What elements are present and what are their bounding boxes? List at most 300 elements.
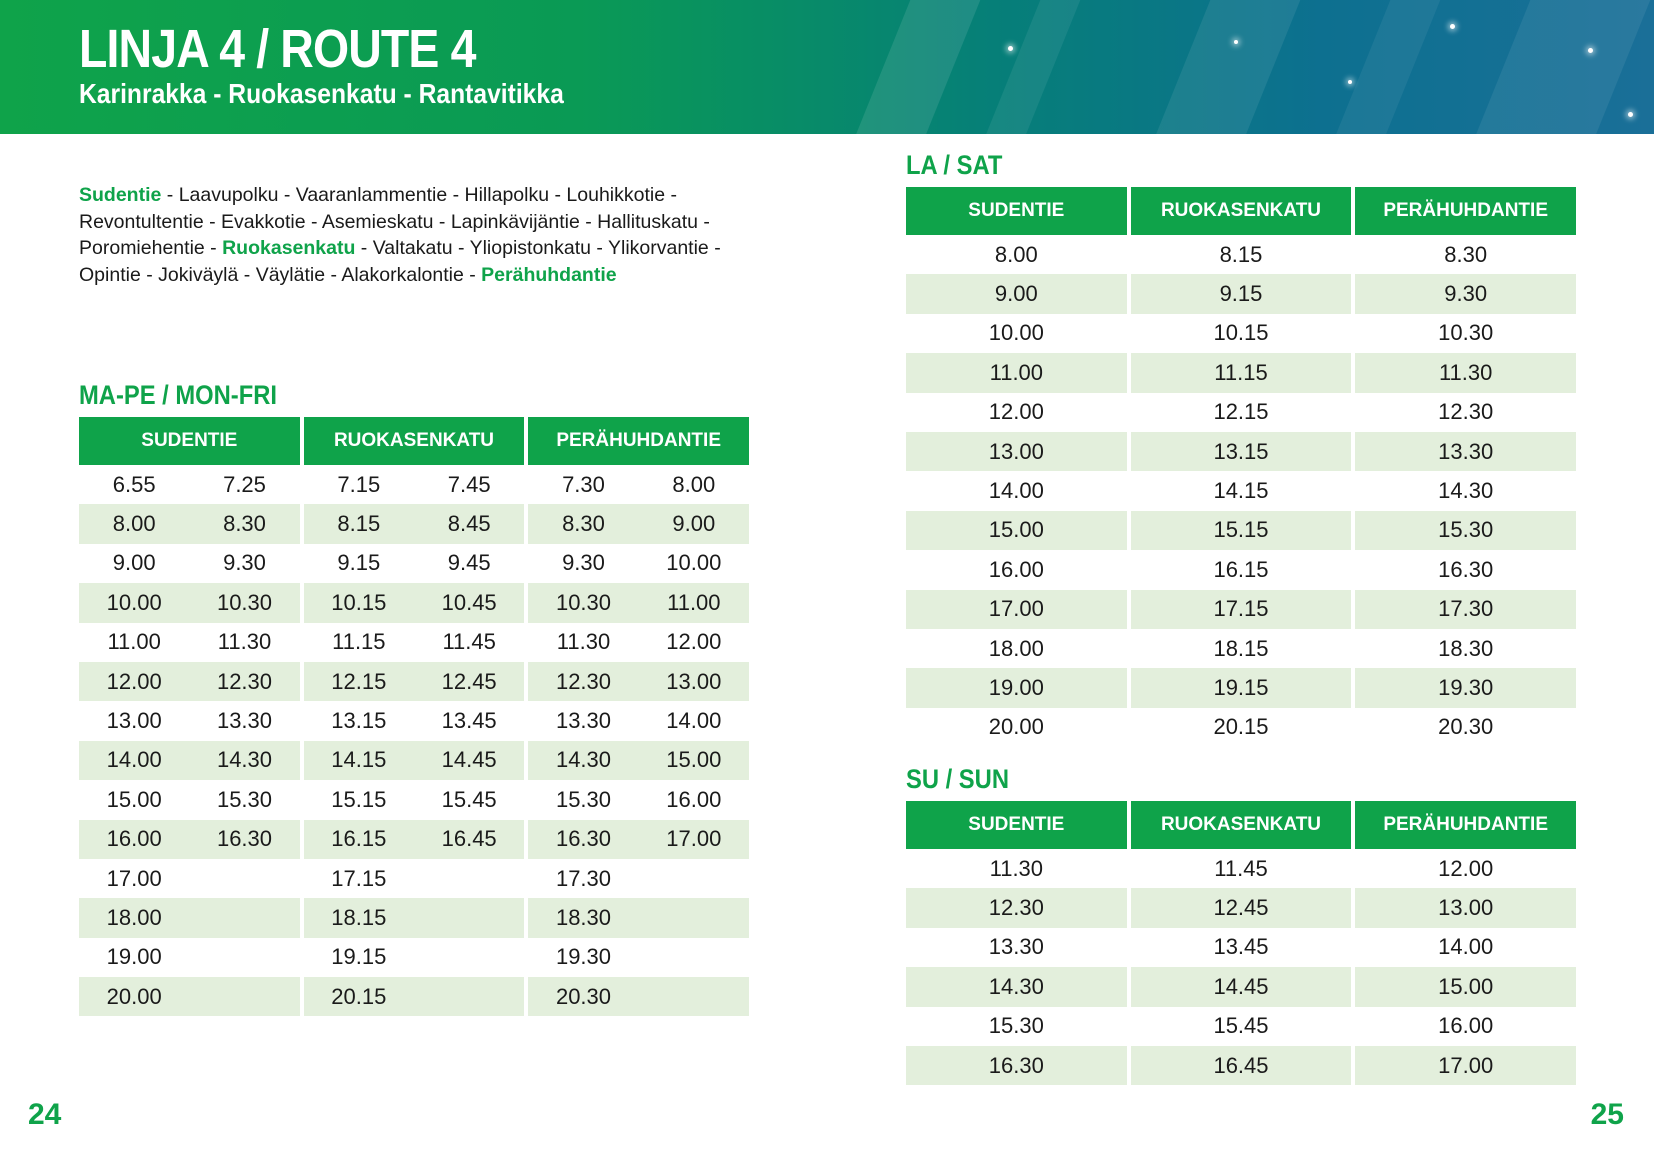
time-cell: 8.00 [994,241,1038,267]
table-row [906,668,1576,707]
departure-time: 11.45 [442,629,496,655]
table-row [906,708,1576,747]
timing-stop: Ruokasenkatu [222,237,356,259]
departure-time: 9.30 [223,550,266,576]
stop-name: Asemieskatu [321,210,434,233]
table-row [906,590,1576,629]
departure-pair [304,590,525,616]
departure-time: 11.15 [332,629,386,655]
stop-name: Väylätie [255,263,326,286]
time-cell: 12.30 [906,888,1127,927]
stop-name: Louhikkotie [566,184,666,206]
table-row [906,1046,1576,1085]
time-cell [304,465,525,504]
time-cell: 15.30 [988,1013,1044,1039]
time-cell: 13.15 [1131,432,1352,471]
departure-time: 9.00 [672,511,716,537]
table-row [79,465,749,504]
column-header: PERÄHUHDANTIE [1355,187,1576,235]
table-row [79,583,749,622]
time-cell: 18.15 [1213,635,1269,661]
time-cell [528,701,749,740]
time-cell [79,938,300,977]
time-cell [304,583,525,622]
time-cell: 9.30 [1355,274,1576,313]
time-cell [304,859,525,898]
timing-stop: Sudentie [79,184,162,206]
page-number-left: 24 [28,1098,62,1131]
time-cell: 16.30 [1438,556,1494,582]
time-cell: 13.30 [988,934,1044,960]
page-number-right: 25 [1590,1098,1624,1131]
column-header: PERÄHUHDANTIE [528,417,749,465]
time-cell: 11.30 [989,855,1044,881]
table-row [79,504,749,543]
departure-time: 12.00 [106,668,162,694]
light-beam [842,0,989,134]
time-cell: 16.00 [1438,1013,1494,1039]
departure-pair [79,866,300,892]
departure-pair [528,787,749,813]
departure-pair [79,629,300,655]
time-cell: 19.30 [1355,668,1576,707]
departure-time: 7.45 [447,471,491,497]
departure-pair [304,511,525,537]
time-cell: 17.00 [1355,1046,1576,1085]
time-cell: 14.15 [1213,478,1269,504]
time-cell: 10.15 [1213,320,1269,346]
departure-time: 18.15 [331,904,387,930]
time-cell: 17.30 [1355,590,1576,629]
route-subtitle: Karinrakka - Ruokasenkatu - Rantavitikka [79,78,564,109]
table-row [79,938,749,977]
departure-pair [304,747,525,773]
header-row [906,187,1576,235]
time-cell: 11.15 [1131,353,1352,392]
time-cell [528,820,749,859]
departure-time: 18.00 [106,904,162,930]
stop-name: Lapinkävijäntie [450,210,580,233]
departure-pair [304,669,525,695]
departure-pair [79,944,300,970]
departure-pair [528,944,749,970]
time-cell: 20.00 [988,714,1044,740]
departure-time: 9.45 [447,550,491,576]
light-beam [1322,0,1449,134]
departure-time [639,944,749,970]
time-cell: 15.00 [1355,967,1576,1006]
departure-pair [528,708,749,734]
time-cell [79,544,300,583]
departure-time: 13.30 [216,708,273,734]
time-cell [304,820,525,859]
departure-time [639,984,749,1010]
departure-time: 11.00 [107,629,161,655]
departure-time: 16.15 [331,826,387,852]
departure-time: 8.00 [112,511,156,537]
time-cell [528,898,749,937]
departure-pair [304,866,525,892]
departure-time: 9.00 [112,550,156,576]
time-cell: 11.00 [906,353,1127,392]
departure-time: 11.30 [556,629,611,655]
header-row [906,801,1576,849]
time-cell [79,701,300,740]
weekday-title: MA-PE / MON-FRI [79,380,277,410]
departure-time: 11.30 [217,629,272,655]
star-decoration [1348,80,1352,84]
table-row [79,623,749,662]
departure-pair [528,629,749,655]
time-cell: 14.00 [1438,934,1494,960]
departure-time: 10.00 [666,550,722,576]
time-cell: 12.00 [988,399,1044,425]
table-row [906,1007,1576,1046]
weekday-timetable [75,417,753,1016]
time-cell [79,623,300,662]
departure-time: 8.15 [337,511,381,537]
time-cell: 8.30 [1444,241,1488,267]
table-row [906,314,1576,353]
table-row [906,550,1576,589]
time-cell [79,898,300,937]
time-cell: 15.00 [906,511,1127,550]
table-header [906,187,1576,235]
time-cell: 13.30 [1355,432,1576,471]
departure-pair [304,944,525,970]
time-cell [304,504,525,543]
departure-time: 15.30 [555,786,612,812]
departure-pair [304,826,525,852]
departure-time: 8.30 [562,511,605,537]
time-cell: 13.00 [1355,888,1576,927]
stop-name: Yliopistonkatu [469,237,591,259]
table-row [79,977,749,1016]
time-cell: 10.00 [988,320,1044,346]
departure-time: 7.30 [562,471,605,497]
departure-time: 16.45 [441,826,497,852]
table-row [79,780,749,819]
departure-time: 20.15 [331,983,387,1009]
departure-time: 13.00 [106,708,162,734]
table-header [79,417,749,465]
departure-time: 17.15 [331,865,387,891]
column-header: PERÄHUHDANTIE [1355,801,1576,849]
time-cell [528,780,749,819]
table-body [906,235,1576,747]
departure-time: 14.15 [331,747,387,773]
time-cell: 11.45 [1214,855,1268,881]
departure-pair [528,905,749,931]
time-cell [79,977,300,1016]
column-header: SUDENTIE [79,417,300,465]
time-cell: 16.00 [988,556,1044,582]
departure-pair [79,747,300,773]
time-cell: 16.45 [1131,1046,1352,1085]
stop-name: Poromiehentie [79,237,205,259]
departure-time: 12.00 [666,629,722,655]
stop-name: Alakorkalontie [341,263,464,286]
time-cell: 14.45 [1131,967,1352,1006]
departure-pair [304,472,525,498]
departure-time: 16.00 [106,826,162,852]
time-cell: 15.45 [1213,1013,1269,1039]
departure-time [189,905,299,931]
departure-pair [528,550,749,576]
departure-time: 12.30 [555,668,612,694]
time-cell: 14.00 [988,478,1044,504]
table-row [906,353,1576,392]
time-cell: 12.15 [1213,399,1269,425]
time-cell [528,662,749,701]
time-cell [304,898,525,937]
departure-pair [528,472,749,498]
time-cell: 16.15 [1213,556,1269,582]
departure-time: 20.00 [106,983,162,1009]
time-cell: 16.30 [906,1046,1127,1085]
departure-pair [528,669,749,695]
time-cell [79,859,300,898]
table-row [906,928,1576,967]
departure-time [639,905,749,931]
table-row [79,859,749,898]
departure-time: 9.15 [337,550,381,576]
table-row [906,888,1576,927]
page-title: LINJA 4 / ROUTE 4 [79,19,476,79]
star-decoration [1450,24,1455,29]
departure-time: 11.00 [667,589,721,615]
departure-time: 15.00 [106,786,162,812]
stop-name: Jokiväylä [158,263,239,286]
departure-time: 17.30 [555,865,612,891]
time-cell: 14.30 [1438,478,1494,504]
table-row [79,820,749,859]
departure-pair [79,590,300,616]
light-beam [972,0,1089,134]
departure-time: 8.00 [672,471,716,497]
table-row [906,432,1576,471]
departure-pair [79,472,300,498]
stop-name: Opintie [79,263,141,286]
departure-pair [79,826,300,852]
departure-time: 10.30 [216,589,273,615]
departure-time: 10.45 [441,589,497,615]
departure-pair [304,905,525,931]
time-cell [528,544,749,583]
time-cell: 12.00 [1438,855,1494,881]
light-beam [1142,0,1309,134]
departure-time: 16.30 [216,826,273,852]
column-header: RUOKASENKATU [1131,187,1352,235]
star-decoration [1588,48,1593,53]
departure-time: 17.00 [666,826,722,852]
stop-name: Revontultentie [79,210,204,233]
time-cell: 14.30 [906,967,1127,1006]
time-cell [79,662,300,701]
time-cell [79,741,300,780]
time-cell: 18.00 [988,635,1044,661]
table-header [906,801,1576,849]
departure-time: 9.30 [562,550,605,576]
departure-time: 16.00 [666,786,722,812]
time-cell [528,977,749,1016]
column-header: SUDENTIE [906,801,1127,849]
time-cell [79,583,300,622]
time-cell [304,662,525,701]
departure-time [189,866,299,892]
time-cell: 11.30 [1355,353,1576,392]
time-cell [528,583,749,622]
table-row [906,629,1576,668]
time-cell: 17.00 [906,590,1127,629]
table-body [79,465,749,1016]
time-cell: 12.45 [1131,888,1352,927]
table-row [79,741,749,780]
departure-pair [79,669,300,695]
stop-name: Valtakatu [372,237,453,259]
time-cell: 18.30 [1438,635,1494,661]
table-row [906,849,1576,888]
departure-time: 19.30 [555,944,612,970]
departure-time [414,984,524,1010]
time-cell: 17.15 [1131,590,1352,629]
star-decoration [1008,46,1013,51]
departure-time: 7.15 [337,471,381,497]
departure-pair [79,550,300,576]
time-cell [79,780,300,819]
departure-time: 6.55 [112,471,156,497]
departure-time: 14.45 [441,747,497,773]
star-decoration [1628,112,1633,117]
time-cell: 19.00 [906,668,1127,707]
departure-pair [79,708,300,734]
departure-pair [79,511,300,537]
time-cell [79,504,300,543]
departure-time: 13.15 [331,708,387,734]
time-cell [528,859,749,898]
departure-time: 15.45 [441,786,497,812]
timing-stop: Perähuhdantie [481,263,617,286]
departure-time: 15.30 [216,786,273,812]
departure-time: 14.00 [106,747,162,773]
saturday-title: LA / SAT [906,150,1003,180]
departure-pair [304,708,525,734]
departure-time: 13.00 [666,668,722,694]
time-cell: 20.30 [1438,714,1494,740]
departure-time: 15.00 [666,747,722,773]
departure-time: 12.45 [441,668,497,694]
table-row [906,471,1576,510]
time-cell [304,544,525,583]
star-decoration [1234,40,1238,44]
departure-time: 20.30 [555,983,612,1009]
time-cell [304,741,525,780]
header-banner [0,0,1654,134]
departure-time: 14.30 [555,747,612,773]
departure-time: 10.15 [331,589,387,615]
departure-time: 12.15 [331,668,387,694]
departure-time: 8.45 [447,511,491,537]
table-row [79,701,749,740]
time-cell: 13.45 [1213,934,1269,960]
departure-time: 14.30 [216,747,273,773]
departure-pair [528,984,749,1010]
sunday-timetable [902,801,1580,1085]
table-row [906,393,1576,432]
time-cell: 19.15 [1131,668,1352,707]
stop-name: Evakkotie [221,210,306,233]
time-cell: 12.30 [1438,399,1494,425]
departure-time [639,866,749,892]
time-cell [304,623,525,662]
departure-time [414,866,524,892]
column-header: SUDENTIE [906,187,1127,235]
time-cell: 8.15 [1219,241,1263,267]
departure-time: 7.25 [223,471,266,497]
departure-time: 10.30 [555,589,612,615]
stop-list: Sudentie - Laavupolku - Vaaranlammentie - Hillapolku - Louhikkotie - Revontultentie - Evakkotie - Asemieskatu - Lapinkävijäntie - Hallituskatu - Poromiehentie - Ruokasenkatu - Valtakatu - Yliopistonkatu - Ylikorvantie - Opintie - Jokiväylä - Väylätie - Alakorkalontie - Perähuhdantie [79,184,721,286]
departure-pair [304,984,525,1010]
time-cell [304,977,525,1016]
stop-name: Laavupolku [178,184,279,206]
departure-time: 16.30 [555,826,612,852]
departure-pair [528,590,749,616]
departure-time: 19.00 [106,944,162,970]
stop-name: Hallituskatu [597,210,698,233]
table-row [906,967,1576,1006]
column-header: RUOKASENKATU [304,417,525,465]
departure-time: 19.15 [331,944,387,970]
departure-time: 8.30 [223,511,266,537]
stop-name: Ylikorvantie [607,237,709,259]
departure-pair [304,550,525,576]
departure-time: 17.00 [106,865,162,891]
departure-time: 13.45 [441,708,497,734]
time-cell [304,701,525,740]
time-cell [528,938,749,977]
column-header: RUOKASENKATU [1131,801,1352,849]
stop-name: Hillapolku [464,184,550,206]
table-body [906,849,1576,1085]
table-row [906,511,1576,550]
departure-pair [528,747,749,773]
time-cell: 15.30 [1355,511,1576,550]
departure-pair [528,511,749,537]
saturday-timetable [902,187,1580,747]
time-cell [79,820,300,859]
time-cell: 15.15 [1131,511,1352,550]
time-cell [528,504,749,543]
table-row [79,898,749,937]
departure-time [189,944,299,970]
departure-pair [304,629,525,655]
time-cell [528,741,749,780]
departure-pair [528,866,749,892]
departure-pair [79,905,300,931]
departure-time: 13.30 [555,708,612,734]
departure-time: 15.15 [331,786,387,812]
table-row [906,274,1576,313]
header-row [79,417,749,465]
time-cell [528,465,749,504]
departure-time: 12.30 [216,668,273,694]
departure-pair [528,826,749,852]
light-beam [1462,0,1654,134]
time-cell: 20.15 [1213,714,1269,740]
departure-time [189,984,299,1010]
departure-pair [79,787,300,813]
time-cell [528,623,749,662]
